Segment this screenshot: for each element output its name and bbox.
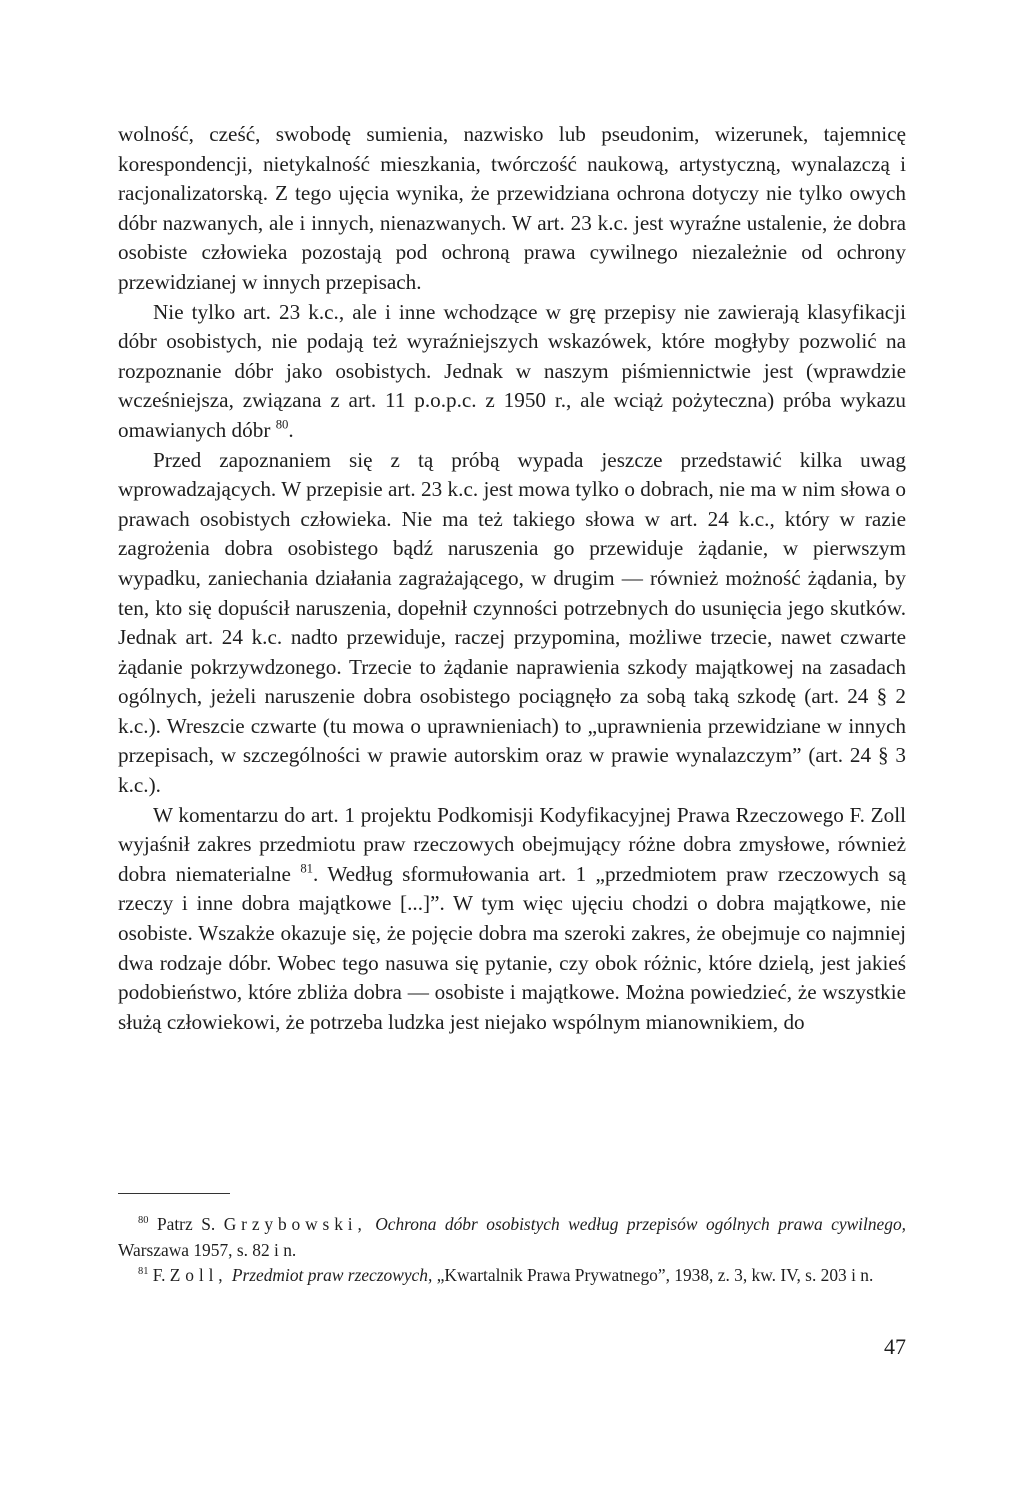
footnote-separator bbox=[118, 1193, 230, 1194]
paragraph-continued: wolność, cześć, swobodę sumienia, nazwisko lub pseudonim, wizerunek, tajemnicę korespondencji, nietykalność mieszkania, twórczość naukową, artystyczną, wynalazczą i racjonalizatorską. Z tego ujęcia wynika, że przewidziana ochrona dotyczy nie tylko owych dóbr nazwanych, ale i innych, nienazwanych. W art. 23 k.c. jest wyraźne ustalenie, że dobra osobiste człowieka pozostają pod ochroną prawa cywilnego niezależnie od ochrony przewidzianej w innych przepisach. bbox=[118, 122, 906, 294]
footnote-ref-81[interactable]: 81 bbox=[300, 861, 314, 876]
paragraph-text-end: . Według sformułowania art. 1 „przedmiotem praw rzeczowych są rzeczy i inne dobra majątkowe [...]”. W tym więc ujęciu chodzi o dobra majątkowe, nie osobiste. Wszakże okazuje się, że pojęcie dobra ma szeroki zakres, że obejmuje co najmniej dwa rodzaje dóbr. Wobec tego nasuwa się pytanie, czy obok różnic, które dzielą, jest jakieś podobieństwo, które zbliża dobra — osobiste i majątkowe. Można powiedzieć, że wszystkie służą człowiekowi, że potrzeba ludzka jest niejako wspólnym mianownikiem, do bbox=[118, 861, 907, 1034]
footnote-author: Grzybowski, bbox=[223, 1214, 367, 1234]
footnote-author: Zoll, bbox=[169, 1265, 228, 1286]
paragraph-text: Nie tylko art. 23 k.c., ale i inne wchodzące w grę przepisy nie zawierają klasyfikacji dóbr osobistych, nie podają też wyraźniejszych wskazówek, które mogłyby pozwolić na rozpoznanie dóbr jako osobistych. Jednak w naszym piśmiennictwie jest (wprawdzie wcześniejsza, związana z art. 11 p.o.p.c. z 1950 r., ale wciąż pożyteczna) próba wykazu omawianych dóbr bbox=[118, 299, 906, 442]
footnote-prefix: Patrz S. bbox=[156, 1214, 216, 1234]
paragraph: Przed zapoznaniem się z tą próbą wypada jeszcze przedstawić kilka uwag wprowadzających. W przepisie art. 23 k.c. jest mowa tylko o dobrach, nie ma w nim słowa o prawach osobistych człowieka. Nie ma też takiego słowa w art. 24 k.c., który w razie zagrożenia dobra osobistego bądź naruszenia go przewiduje żądanie, w pierwszym wypadku, zaniechania działania zagrażającego, w drugim — również możność żądania, by ten, kto się dopuścił naruszenia, dopełnił czynności potrzebnych do usunięcia jego skutków. Jednak art. 24 k.c. nadto przewiduje, raczej przypomina, możliwe trzecie, nawet czwarte żądanie pokrzywdzonego. Trzecie to żądanie naprawienia szkody majątkowej na zasadach ogólnych, jeżeli naruszenie dobra osobistego pociągnęło za sobą taką szkodę (art. 24 § 2 k.c.). Wreszcie czwarte (tu mowa o uprawnieniach) to „uprawnienia przewidziane w innych przepisach, w szczególności w prawie autorskim oraz w prawie wynalazczym” (art. 24 § 3 k.c.). bbox=[118, 447, 906, 798]
body-text bbox=[118, 120, 906, 1037]
paragraph bbox=[118, 801, 906, 1038]
footnote-details: „Kwartalnik Prawa Prywatnego”, 1938, z. 3, kw. IV, s. 203 i n. bbox=[436, 1265, 874, 1286]
paragraph-text: W komentarzu do art. 1 projektu Podkomisji Kodyfikacyjnej Prawa Rzeczowego F. Zoll wyjaśnił zakres przedmiotu praw rzeczowych obejmujący różne dobra zmysłowe, również dobra niematerialne bbox=[118, 802, 906, 886]
document-page bbox=[118, 0, 906, 1487]
footnotes bbox=[118, 1212, 906, 1289]
page-number: 47 bbox=[884, 1334, 906, 1359]
footnote-80 bbox=[118, 1212, 906, 1263]
footnote-title: Przedmiot praw rzeczowych, bbox=[231, 1265, 433, 1286]
footnote-details: Warszawa 1957, s. 82 i n. bbox=[118, 1239, 297, 1260]
footnote-number: 81 bbox=[138, 1266, 149, 1278]
paragraph-text-end: . bbox=[288, 417, 294, 442]
footnote-prefix: F. bbox=[152, 1265, 166, 1286]
paragraph bbox=[118, 298, 906, 446]
footnote-number: 80 bbox=[138, 1215, 149, 1227]
footnote-ref-80[interactable]: 80 bbox=[275, 417, 289, 432]
footnote-title: Ochrona dóbr osobistych według przepisów ogólnych prawa cywilnego, bbox=[375, 1214, 906, 1234]
footnote-81 bbox=[118, 1263, 906, 1289]
